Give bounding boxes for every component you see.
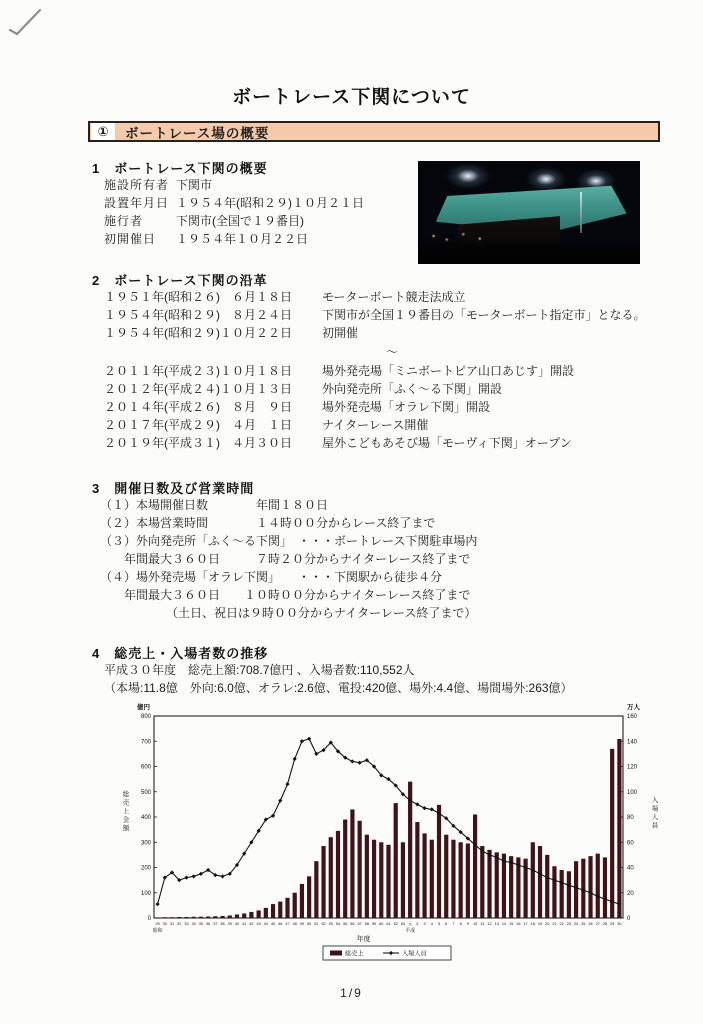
svg-text:11: 11 xyxy=(480,922,485,926)
svg-text:18: 18 xyxy=(530,922,535,926)
schedule-line: （３）外向発売所「ふく～る下関」 ・・・ボートレース下関駐車場内 xyxy=(100,534,478,548)
svg-text:30: 30 xyxy=(162,922,167,926)
svg-text:20: 20 xyxy=(545,922,550,926)
left-axis-title-char: 上 xyxy=(122,808,130,815)
section-banner xyxy=(88,121,660,142)
section-banner-number: ① xyxy=(91,123,115,140)
era-label: 平成 xyxy=(405,928,416,934)
history-text: 場外発売場「オラレ下関」開設 xyxy=(322,400,491,414)
svg-text:600: 600 xyxy=(140,764,151,771)
x-axis-labels xyxy=(153,921,622,934)
svg-text:200: 200 xyxy=(140,865,151,872)
era-label: 昭和 xyxy=(152,928,163,934)
svg-text:3: 3 xyxy=(423,922,426,926)
history-row xyxy=(104,398,664,416)
svg-text:9: 9 xyxy=(466,922,469,926)
svg-text:47: 47 xyxy=(285,922,290,926)
legend-bar-label: 総売上 xyxy=(345,950,364,958)
svg-text:37: 37 xyxy=(213,922,218,926)
svg-text:15: 15 xyxy=(509,922,514,926)
svg-text:58: 58 xyxy=(364,922,369,926)
svg-text:7: 7 xyxy=(452,922,455,926)
svg-text:17: 17 xyxy=(523,922,528,926)
lit-tower xyxy=(580,192,582,233)
svg-text:13: 13 xyxy=(494,922,499,926)
history-text: 屋外こどもあそび場「モーヴィ下関」オープン xyxy=(322,436,572,450)
section1-heading: 1 ボートレース下関の概要 xyxy=(92,161,268,176)
foreground-shadow xyxy=(418,237,640,264)
svg-text:49: 49 xyxy=(299,922,305,926)
svg-text:5: 5 xyxy=(437,922,441,926)
svg-text:14: 14 xyxy=(501,922,507,926)
svg-text:160: 160 xyxy=(627,714,638,721)
history-row xyxy=(104,416,664,434)
left-axis-title-char: 額 xyxy=(122,825,130,832)
history-text: 下関市が全国１９番目の「モーターボート指定市」となる。 xyxy=(322,308,646,322)
history-date: ２０１４年(平成２６) ８月 ９日 xyxy=(104,400,292,414)
info-row xyxy=(104,194,364,212)
info-label: 初開催日 xyxy=(104,232,157,246)
svg-text:59: 59 xyxy=(371,922,377,926)
svg-text:21: 21 xyxy=(552,922,557,926)
left-axis-title-char: 金 xyxy=(122,816,130,824)
history-row xyxy=(104,306,664,324)
history-date: １９５４年(昭和２９)１０月２２日 xyxy=(104,326,292,340)
svg-text:41: 41 xyxy=(242,922,247,926)
svg-text:20: 20 xyxy=(627,890,634,897)
svg-text:51: 51 xyxy=(314,922,319,926)
info-label: 設置年月日 xyxy=(104,196,170,210)
info-row xyxy=(104,212,364,230)
svg-text:25: 25 xyxy=(581,922,586,926)
pencil-check-mark xyxy=(4,4,46,40)
right-axis-title-char: 員 xyxy=(651,822,659,830)
section2-history-list xyxy=(104,288,664,452)
stadium-night-photo xyxy=(418,161,640,264)
history-date: ２０１９年(平成３１) ４月３０日 xyxy=(104,436,292,450)
svg-text:120: 120 xyxy=(627,764,638,771)
svg-text:0: 0 xyxy=(147,916,151,923)
svg-text:55: 55 xyxy=(343,922,348,926)
page-number: 1/9 xyxy=(340,986,363,1000)
history-row xyxy=(104,380,664,398)
svg-text:53: 53 xyxy=(328,922,333,926)
info-value: １９５４年１０月２２日 xyxy=(176,232,309,246)
history-date: １９５１年(昭和２６) ６月１８日 xyxy=(104,290,292,304)
info-row xyxy=(104,176,364,194)
history-text: 場外発売場「ミニボートピア山口あじす」開設 xyxy=(322,364,575,378)
svg-text:43: 43 xyxy=(256,922,261,926)
info-label: 施設所有者 xyxy=(104,178,170,192)
history-date: ２０１２年(平成２４)１０月１３日 xyxy=(104,382,292,396)
history-date: １９５４年(昭和２９) ８月２４日 xyxy=(104,308,292,322)
svg-text:28: 28 xyxy=(602,922,608,926)
right-axis-title-char: 入 xyxy=(651,797,659,804)
info-row xyxy=(104,230,364,248)
right-axis-title-char: 人 xyxy=(651,814,659,821)
chart-legend xyxy=(323,946,451,960)
history-text: モーターボート競走法成立 xyxy=(322,290,466,304)
svg-text:34: 34 xyxy=(191,922,196,926)
svg-text:62: 62 xyxy=(393,922,398,926)
history-text: 外向発売所「ふく～る下関」開設 xyxy=(322,382,503,396)
svg-text:46: 46 xyxy=(278,922,283,926)
svg-text:0: 0 xyxy=(627,916,631,923)
svg-text:300: 300 xyxy=(140,840,151,847)
history-date: ２０１１年(平成２３)１０月１８日 xyxy=(104,364,292,378)
svg-text:61: 61 xyxy=(386,922,391,926)
svg-text:4: 4 xyxy=(430,922,433,926)
right-axis-unit: 万人 xyxy=(627,704,640,711)
floodlight-glow xyxy=(446,163,490,189)
sales-visitors-chart xyxy=(118,700,663,964)
x-axis-title: 年度 xyxy=(356,936,371,943)
history-row xyxy=(104,434,664,452)
left-axis xyxy=(141,714,157,922)
section3-heading: 3 開催日数及び営業時間 xyxy=(92,481,255,496)
schedule-line: （４）場外発売場「オラレ下関」 ・・・下関駅から徒歩４分 xyxy=(100,570,443,584)
left-axis-unit: 億円 xyxy=(137,704,150,711)
svg-text:31: 31 xyxy=(169,922,175,926)
svg-text:10: 10 xyxy=(472,922,478,926)
svg-text:19: 19 xyxy=(537,922,543,926)
schedule-line: 年間最大３６０日 ７時２０分からナイターレース終了まで xyxy=(100,552,471,566)
info-value: １９５４年(昭和２９)１０月２１日 xyxy=(176,196,364,210)
svg-text:400: 400 xyxy=(140,815,151,822)
sales-summary-line: 平成３０年度 総売上額:708.7億円 、入場者数:110,552人 xyxy=(104,663,415,677)
section3-schedule-list xyxy=(100,496,660,622)
svg-text:48: 48 xyxy=(292,922,297,926)
svg-text:39: 39 xyxy=(227,922,232,926)
svg-text:500: 500 xyxy=(140,789,151,796)
page-title: ボートレース下関について xyxy=(232,87,471,108)
svg-text:22: 22 xyxy=(559,922,564,926)
svg-text:26: 26 xyxy=(588,922,593,926)
history-row xyxy=(104,324,664,342)
svg-text:44: 44 xyxy=(263,922,268,926)
sales-breakdown-line: （本場:11.8億 外向:6.0億、オラレ:2.6億、電投:420億、場外:4.4億、場間場外:263億） xyxy=(104,681,573,695)
svg-text:40: 40 xyxy=(627,865,634,872)
svg-text:16: 16 xyxy=(516,922,521,926)
svg-text:63: 63 xyxy=(400,922,406,926)
svg-text:60: 60 xyxy=(627,840,634,847)
right-axis-title-char: 場 xyxy=(651,805,659,813)
svg-text:52: 52 xyxy=(321,922,326,926)
section1-info-list xyxy=(104,176,364,248)
history-row xyxy=(104,362,664,380)
section2-heading: 2 ボートレース下関の沿革 xyxy=(92,273,268,288)
section4-summary xyxy=(104,661,664,697)
svg-text:80: 80 xyxy=(627,815,634,822)
svg-text:38: 38 xyxy=(220,922,225,926)
legend-line-label: 入場人員 xyxy=(402,950,427,958)
history-text: ナイターレース開催 xyxy=(322,418,429,432)
svg-text:54: 54 xyxy=(335,922,341,926)
info-value: 下関市 xyxy=(176,178,213,192)
schedule-line: （土日、祝日は９時００分からナイターレース終了まで） xyxy=(100,606,477,620)
schedule-line: （１）本場開催日数 年間１８０日 xyxy=(100,498,329,512)
svg-text:33: 33 xyxy=(184,922,189,926)
svg-text:元: 元 xyxy=(408,922,413,926)
svg-text:800: 800 xyxy=(140,714,151,721)
left-axis-title-char: 売 xyxy=(122,799,130,807)
history-text: 初開催 xyxy=(322,326,359,340)
schedule-line: （２）本場営業時間 １４時００分からレース終了まで xyxy=(100,516,436,530)
section4-heading: 4 総売上・入場者数の推移 xyxy=(92,646,269,661)
svg-text:45: 45 xyxy=(270,922,276,926)
history-gap-tilde: ～ xyxy=(386,345,399,359)
svg-text:32: 32 xyxy=(177,922,182,926)
svg-text:23: 23 xyxy=(566,922,572,926)
info-label: 施行者 xyxy=(104,214,144,228)
svg-text:56: 56 xyxy=(350,922,355,926)
svg-text:42: 42 xyxy=(249,922,254,926)
svg-text:27: 27 xyxy=(595,922,600,926)
svg-text:8: 8 xyxy=(459,922,462,926)
svg-text:100: 100 xyxy=(140,890,151,897)
svg-text:29: 29 xyxy=(610,922,615,926)
svg-text:50: 50 xyxy=(307,922,312,926)
svg-text:140: 140 xyxy=(627,739,638,746)
svg-text:6: 6 xyxy=(445,922,448,926)
left-axis-title-char: 総 xyxy=(122,791,130,798)
svg-text:57: 57 xyxy=(357,922,362,926)
svg-text:2: 2 xyxy=(416,922,419,926)
svg-text:100: 100 xyxy=(627,789,638,796)
svg-text:40: 40 xyxy=(234,922,240,926)
svg-text:700: 700 xyxy=(140,739,151,746)
svg-text:36: 36 xyxy=(205,922,211,926)
history-row xyxy=(104,288,664,306)
svg-text:29: 29 xyxy=(155,922,160,926)
svg-text:60: 60 xyxy=(379,922,384,926)
chart-canvas xyxy=(118,700,663,964)
info-value: 下関市(全国で１９番目) xyxy=(176,214,304,228)
section-banner-label: ボートレース場の概要 xyxy=(125,125,270,141)
schedule-line: 年間最大３６０日 １０時００分からナイターレース終了まで xyxy=(100,588,471,602)
floodlight-glow xyxy=(526,167,566,191)
history-date: ２０１７年(平成２９) ４月 １日 xyxy=(104,418,292,432)
svg-text:24: 24 xyxy=(573,922,579,926)
sales-bars xyxy=(156,739,622,918)
svg-text:30: 30 xyxy=(617,922,622,926)
legend-bar-swatch xyxy=(330,951,342,956)
svg-text:35: 35 xyxy=(198,922,204,926)
svg-text:12: 12 xyxy=(487,922,492,926)
